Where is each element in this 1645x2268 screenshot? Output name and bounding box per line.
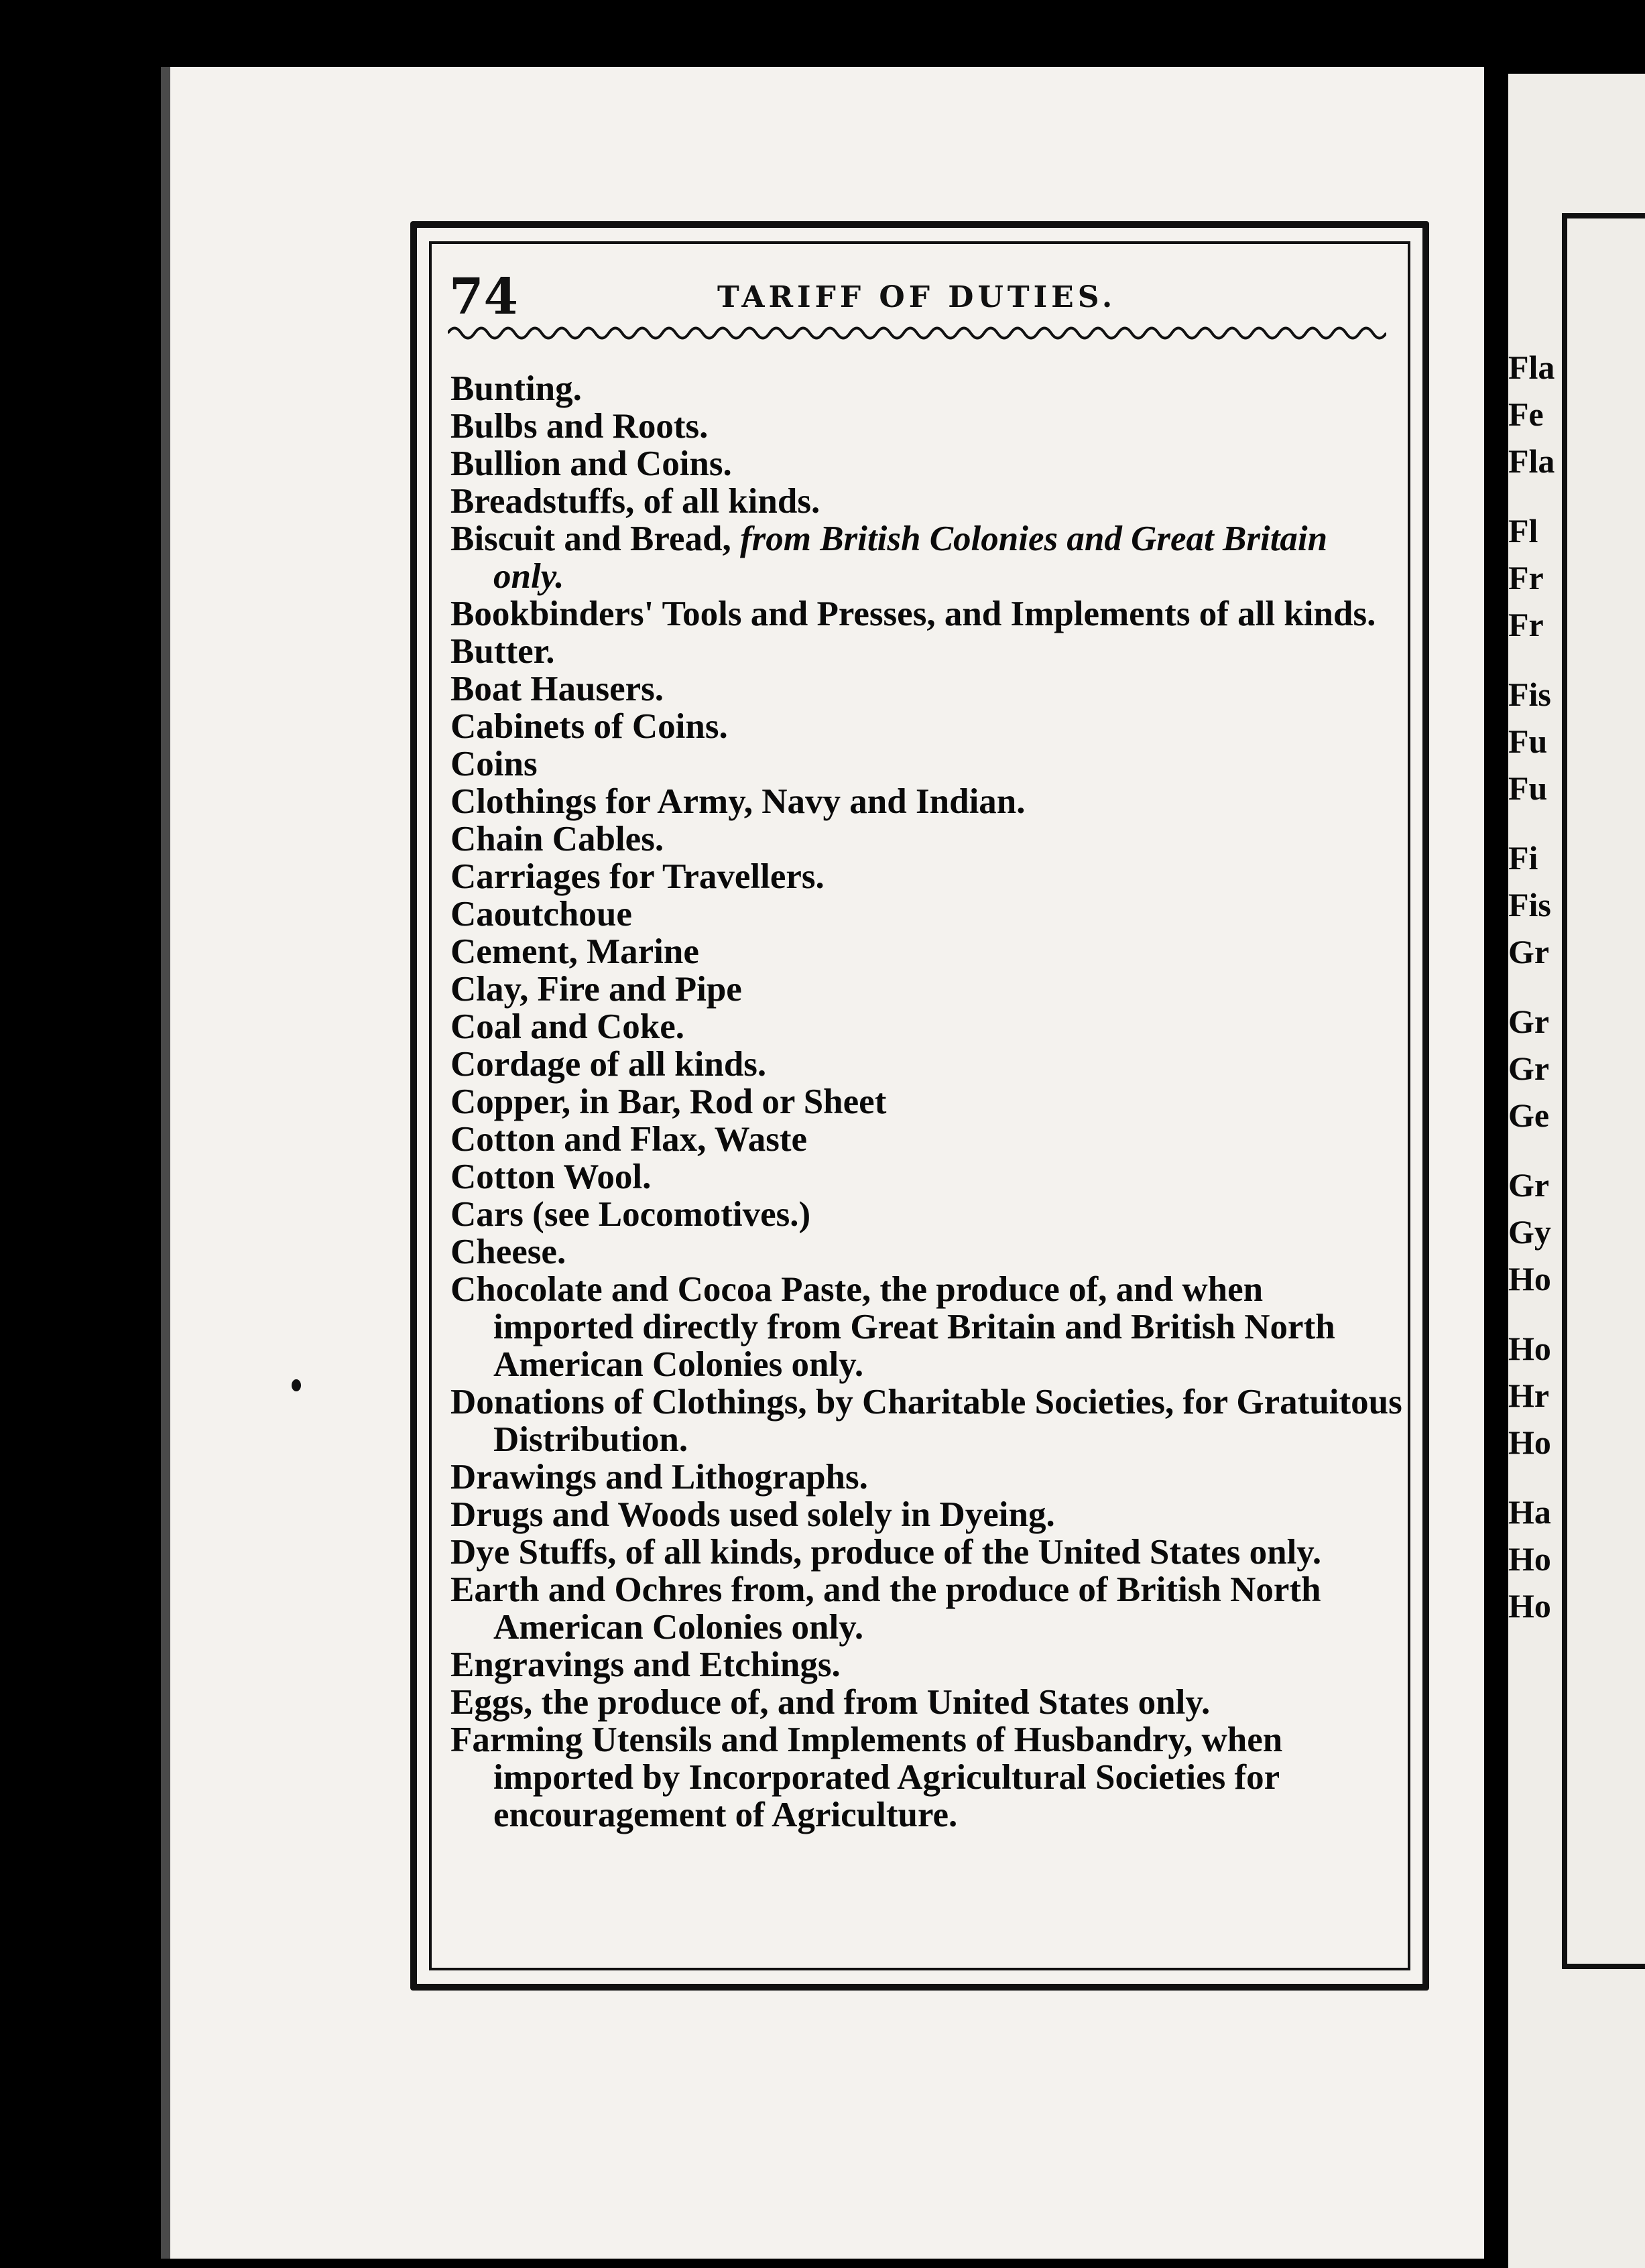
right-page-fragment: Ho	[1508, 1330, 1551, 1367]
tariff-entry	[450, 745, 1402, 783]
entry-italic-text: from British Colonies and Great Britain only.	[493, 519, 1328, 596]
tariff-entry	[450, 1533, 1402, 1571]
tariff-entry	[450, 670, 1402, 708]
tariff-entry	[450, 1721, 1402, 1834]
margin-dot	[292, 1379, 301, 1391]
tariff-entry	[450, 370, 1402, 407]
right-page-fragment: Fi	[1508, 839, 1538, 877]
tariff-entry	[450, 483, 1402, 520]
tariff-entry	[450, 708, 1402, 745]
entry-text: Farming Utensils and Implements of Husbandry, when imported by Incorporated Agricultural Societies for encouragement of Agriculture.	[450, 1720, 1283, 1834]
tariff-entry	[450, 1684, 1402, 1721]
entry-text: Donations of Clothings, by Charitable Societies, for Gratuitous Distribution.	[450, 1383, 1402, 1459]
entry-text: Bulbs and Roots.	[450, 407, 709, 446]
right-page-fragment: Gr	[1508, 933, 1550, 970]
entry-text: Dye Stuffs, of all kinds, produce of the United States only.	[450, 1533, 1322, 1572]
entry-text: Drugs and Woods used solely in Dyeing.	[450, 1495, 1055, 1534]
entry-text: Cheese.	[450, 1233, 566, 1271]
entry-text: Cotton and Flax, Waste	[450, 1120, 808, 1159]
right-page-fragment: Fu	[1508, 722, 1548, 760]
entry-text: Cotton Wool.	[450, 1157, 652, 1196]
right-page-fragment: Fe	[1508, 395, 1544, 433]
entry-text: Biscuit and Bread,	[450, 519, 731, 558]
entry-text: Engravings and Etchings.	[450, 1645, 841, 1684]
tariff-entry	[450, 933, 1402, 970]
entry-text: Cars (see Locomotives.)	[450, 1195, 811, 1234]
right-page-fragment: Fr	[1508, 606, 1544, 643]
right-page-fragment: Ho	[1508, 1540, 1551, 1578]
right-page-fragment: Fis	[1508, 886, 1551, 924]
tariff-entry	[450, 1571, 1402, 1646]
tariff-entry	[450, 1458, 1402, 1496]
right-page-fragment: Fla	[1508, 349, 1555, 386]
right-page-fragment: Fla	[1508, 442, 1555, 480]
entry-text: Cabinets of Coins.	[450, 707, 728, 746]
entry-text: Bunting.	[450, 369, 582, 408]
right-page-fragment: Gy	[1508, 1213, 1551, 1251]
tariff-entry	[450, 783, 1402, 820]
entry-text: Clothings for Army, Navy and Indian.	[450, 782, 1026, 821]
tariff-entry	[450, 858, 1402, 895]
right-page-fragment: Ho	[1508, 1587, 1551, 1625]
tariff-entry	[450, 1233, 1402, 1271]
tariff-entry	[450, 1496, 1402, 1533]
entry-text: Clay, Fire and Pipe	[450, 970, 742, 1009]
tariff-entry	[450, 520, 1402, 595]
tariff-entry	[450, 1083, 1402, 1121]
tariff-entry	[450, 445, 1402, 483]
wavy-rule	[448, 323, 1386, 343]
right-page-fragment: Fis	[1508, 676, 1551, 713]
tariff-entry	[450, 970, 1402, 1008]
entry-text: Coal and Coke.	[450, 1007, 684, 1046]
right-page-fragment: Fu	[1508, 769, 1548, 807]
right-page-fragment: Ho	[1508, 1260, 1551, 1298]
tariff-entry	[450, 1196, 1402, 1233]
tariff-entry	[450, 1008, 1402, 1046]
right-page-fragment: Fl	[1508, 512, 1538, 550]
tariff-entry	[450, 1158, 1402, 1196]
right-page-frame	[1562, 213, 1645, 1969]
tariff-entries-list	[450, 370, 1402, 1834]
tariff-entry	[450, 595, 1402, 633]
entry-text: Chain Cables.	[450, 820, 664, 859]
tariff-entry	[450, 820, 1402, 858]
right-page-fragment: Gr	[1508, 1050, 1550, 1087]
page-number: 74	[449, 268, 518, 326]
tariff-entry	[450, 407, 1402, 445]
entry-text: Earth and Ochres from, and the produce of British North American Colonies only.	[450, 1570, 1321, 1647]
entry-text: Copper, in Bar, Rod or Sheet	[450, 1082, 887, 1121]
running-head: TARIFF OF DUTIES.	[717, 280, 1117, 314]
entry-text: Bullion and Coins.	[450, 444, 732, 483]
right-page-fragment: Gr	[1508, 1166, 1550, 1204]
entry-text: Bookbinders' Tools and Presses, and Implements of all kinds.	[450, 594, 1376, 633]
entry-text: Breadstuffs, of all kinds.	[450, 482, 820, 521]
entry-text: Eggs, the produce of, and from United States only.	[450, 1683, 1211, 1722]
entry-text: Boat Hausers.	[450, 670, 664, 708]
tariff-entry	[450, 1046, 1402, 1083]
tariff-entry	[450, 895, 1402, 933]
entry-text: Butter.	[450, 632, 555, 671]
right-page-fragment: Ge	[1508, 1096, 1550, 1134]
right-page-fragment: Gr	[1508, 1003, 1550, 1040]
right-page-fragment: Fr	[1508, 559, 1544, 596]
page-header	[449, 268, 1388, 326]
entry-text: Carriages for Travellers.	[450, 857, 825, 896]
tariff-entry	[450, 1271, 1402, 1383]
entry-text: Cement, Marine	[450, 932, 699, 971]
tariff-entry	[450, 633, 1402, 670]
tariff-entry	[450, 1646, 1402, 1684]
entry-text: Chocolate and Cocoa Paste, the produce of, and when imported directly from Great Britain and British North American Colonies only.	[450, 1270, 1335, 1384]
entry-text: Caoutchoue	[450, 895, 632, 934]
entry-text: Cordage of all kinds.	[450, 1045, 767, 1084]
entry-text: Drawings and Lithographs.	[450, 1458, 868, 1497]
right-page-fragment: Ho	[1508, 1424, 1551, 1461]
entry-text: Coins	[450, 745, 538, 783]
right-page-fragments	[1508, 349, 1555, 1657]
tariff-entry	[450, 1121, 1402, 1158]
tariff-entry	[450, 1383, 1402, 1458]
right-page-fragment: Ha	[1508, 1493, 1551, 1531]
right-page-fragment: Hr	[1508, 1377, 1550, 1414]
